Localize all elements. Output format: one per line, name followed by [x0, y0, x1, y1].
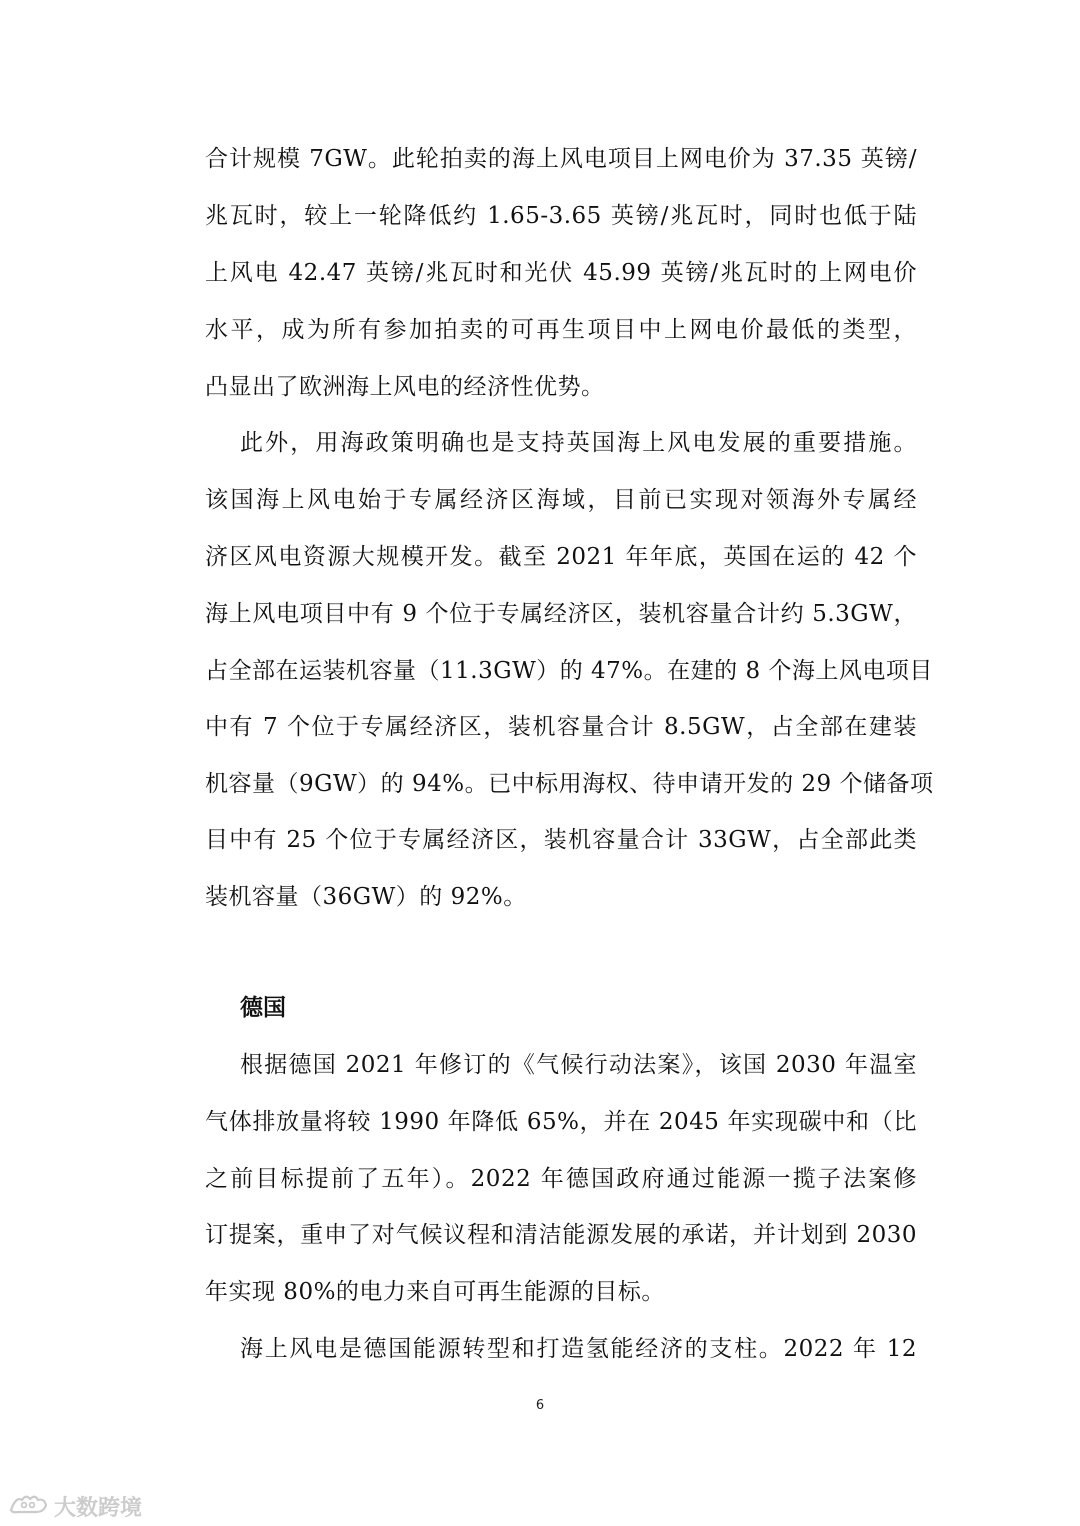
paragraph-line: 合计规模 7GW。此轮拍卖的海上风电项目上网电价为 37.35 英镑/	[205, 146, 917, 172]
paragraph-line: 海上风电是德国能源转型和打造氢能经济的支柱。2022 年 12	[240, 1336, 917, 1362]
paragraph-line: 兆瓦时，较上一轮降低约 1.65-3.65 英镑/兆瓦时，同时也低于陆	[205, 203, 917, 229]
paragraph-line: 占全部在运装机容量（11.3GW）的 47%。在建的 8 个海上风电项目	[205, 658, 933, 684]
paragraph-line: 水平，成为所有参加拍卖的可再生项目中上网电价最低的类型，	[205, 317, 917, 343]
paragraph-line: 凸显出了欧洲海上风电的经济性优势。	[205, 374, 605, 400]
paragraph-line: 该国海上风电始于专属经济区海域，目前已实现对领海外专属经	[205, 487, 917, 513]
paragraph-line: 济区风电资源大规模开发。截至 2021 年年底，英国在运的 42 个	[205, 544, 917, 570]
watermark	[8, 1492, 142, 1520]
page-number: 6	[535, 1398, 545, 1413]
paragraph-line: 气体排放量将较 1990 年降低 65%，并在 2045 年实现碳中和（比	[205, 1109, 917, 1135]
paragraph-line: 订提案，重申了对气候议程和清洁能源发展的承诺，并计划到 2030	[205, 1222, 917, 1248]
paragraph-line: 机容量（9GW）的 94%。已中标用海权、待申请开发的 29 个储备项	[205, 771, 934, 797]
paragraph-line: 之前目标提前了五年）。2022 年德国政府通过能源一揽子法案修	[205, 1166, 917, 1192]
paragraph-line: 根据德国 2021 年修订的《气候行动法案》，该国 2030 年温室	[240, 1052, 917, 1078]
paragraph-line: 上风电 42.47 英镑/兆瓦时和光伏 45.99 英镑/兆瓦时的上网电价	[205, 260, 917, 286]
paragraph-line: 中有 7 个位于专属经济区，装机容量合计 8.5GW，占全部在建装	[205, 714, 917, 740]
hand-icon	[8, 1490, 54, 1522]
watermark-text: 大数跨境	[54, 1495, 143, 1521]
paragraph-line: 海上风电项目中有 9 个位于专属经济区，装机容量合计约 5.3GW，	[205, 601, 917, 627]
paragraph-line: 此外，用海政策明确也是支持英国海上风电发展的重要措施。	[240, 430, 917, 456]
paragraph-line: 装机容量（36GW）的 92%。	[205, 884, 527, 910]
section-heading: 德国	[240, 995, 286, 1021]
paragraph-line: 目中有 25 个位于专属经济区，装机容量合计 33GW，占全部此类	[205, 827, 917, 853]
paragraph-line: 年实现 80%的电力来自可再生能源的目标。	[205, 1279, 665, 1305]
